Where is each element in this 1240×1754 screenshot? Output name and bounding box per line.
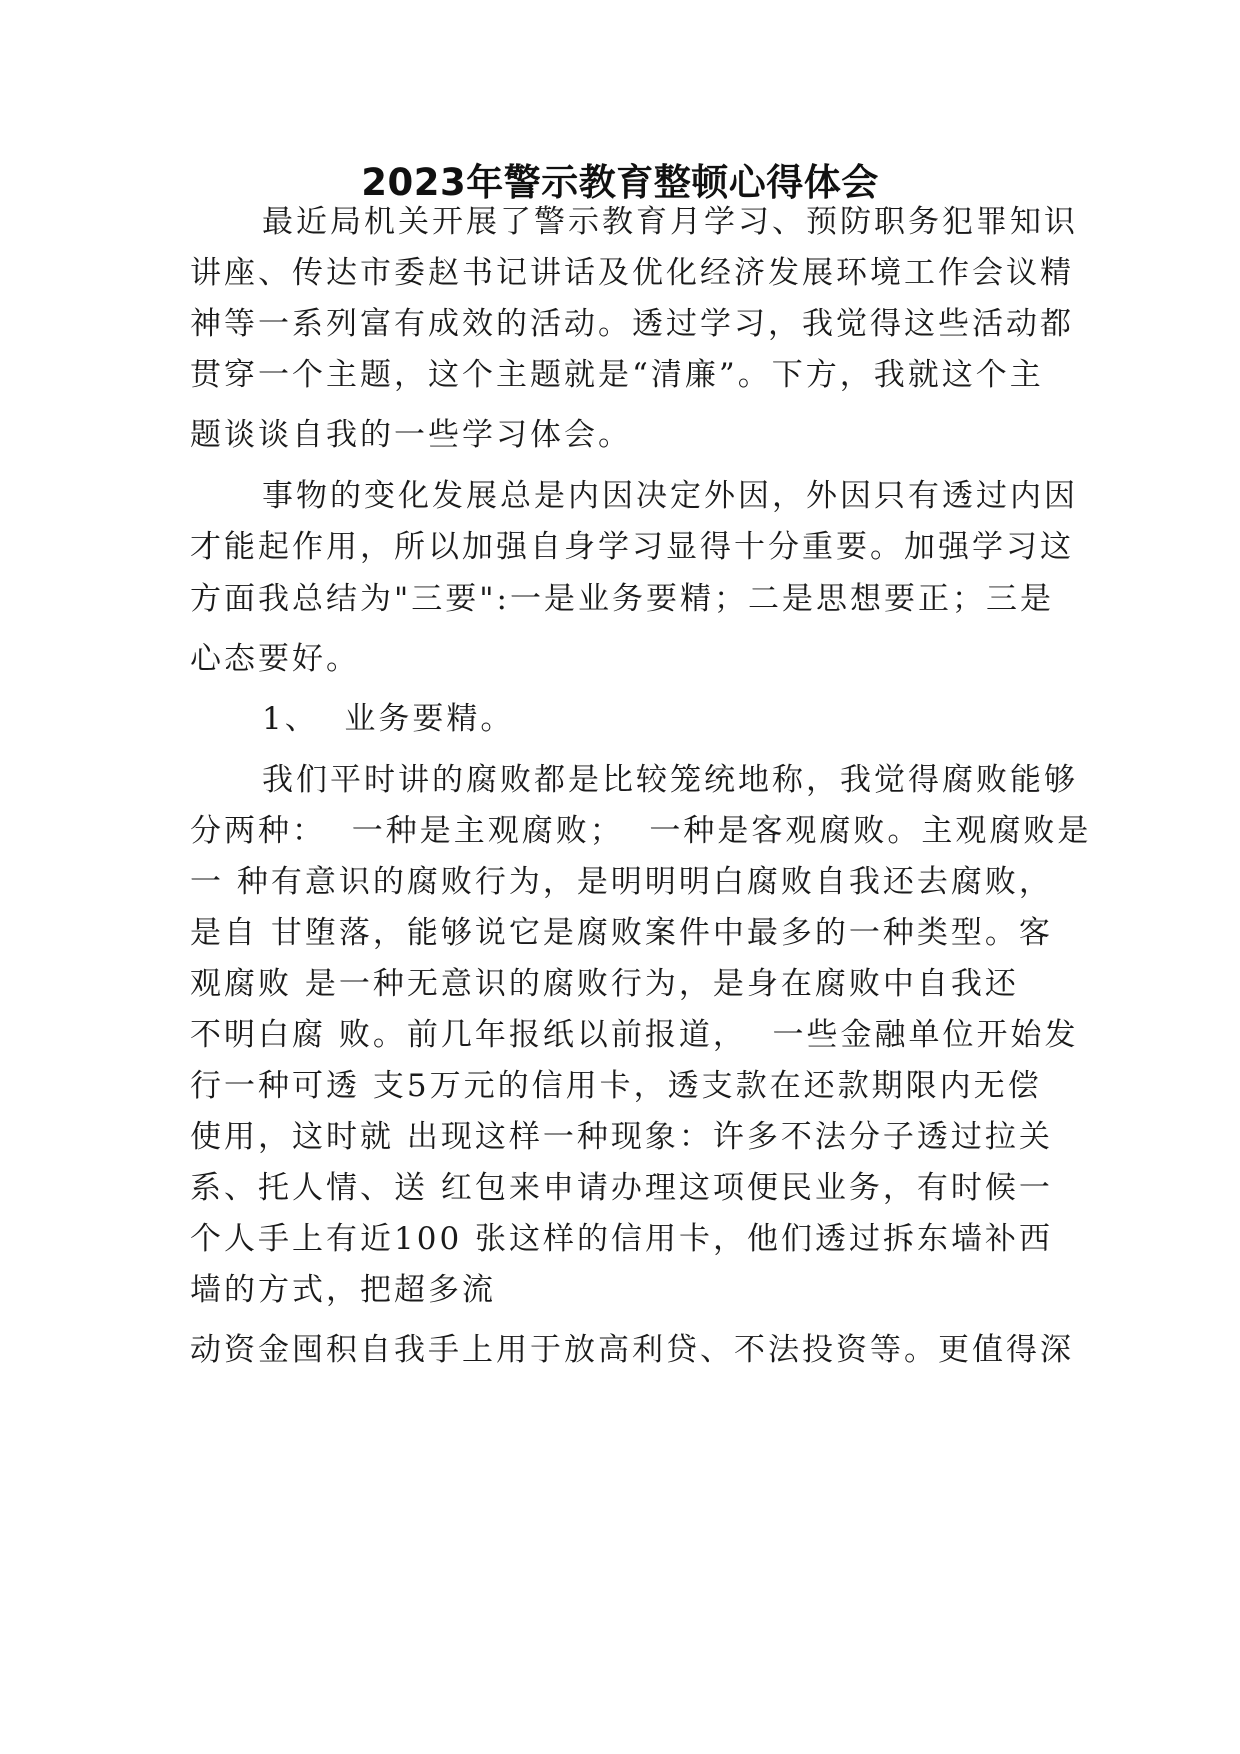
section-heading-1: 1、 业务要精。 bbox=[262, 701, 515, 737]
paragraph-1-line-1: 最近局机关开展了警示教育月学习、预防职务犯罪知识 bbox=[262, 204, 1078, 240]
paragraph-3-line-10: 个人手上有近100 张这样的信用卡，他们透过拆东墙补西 bbox=[190, 1221, 1054, 1257]
paragraph-3-line-9: 系、托人情、送 红包来申请办理这项便民业务，有时候一 bbox=[190, 1170, 1053, 1206]
paragraph-3-line-6: 不明白腐 败。前几年报纸以前报道， 一些金融单位开始发 bbox=[190, 1017, 1079, 1053]
paragraph-2-line-4: 心态要好。 bbox=[190, 641, 360, 677]
paragraph-3-line-3: 一 种有意识的腐败行为，是明明明白腐败自我还去腐败， bbox=[190, 864, 1053, 900]
paragraph-4-line-1: 动资金囤积自我手上用于放高利贷、不法投资等。更值得深 bbox=[190, 1332, 1074, 1368]
paragraph-3-line-7: 行一种可透 支5万元的信用卡，透支款在还款期限内无偿 bbox=[190, 1068, 1042, 1104]
document-title: 2023年警示教育整顿心得体会 bbox=[361, 161, 879, 204]
paragraph-2-line-1: 事物的变化发展总是内因决定外因，外因只有透过内因 bbox=[262, 478, 1078, 514]
paragraph-3-line-11: 墙的方式，把超多流 bbox=[190, 1272, 496, 1308]
paragraph-2-line-3: 方面我总结为"三要":一是业务要精；二是思想要正；三是 bbox=[190, 581, 1054, 617]
paragraph-3-line-2: 分两种： 一种是主观腐败； 一种是客观腐败。主观腐败是 bbox=[190, 813, 1092, 849]
paragraph-1-line-3: 神等一系列富有成效的活动。透过学习，我觉得这些活动都 bbox=[190, 306, 1074, 342]
paragraph-3-line-1: 我们平时讲的腐败都是比较笼统地称，我觉得腐败能够 bbox=[262, 762, 1078, 798]
paragraph-2-line-2: 才能起作用，所以加强自身学习显得十分重要。加强学习这 bbox=[190, 529, 1074, 565]
paragraph-1-line-2: 讲座、传达市委赵书记讲话及优化经济发展环境工作会议精 bbox=[190, 255, 1074, 291]
paragraph-3-line-4: 是自 甘堕落，能够说它是腐败案件中最多的一种类型。客 bbox=[190, 915, 1053, 951]
paragraph-1-line-4: 贯穿一个主题，这个主题就是“清廉”。下方，我就这个主 bbox=[190, 357, 1044, 393]
paragraph-1-line-5: 题谈谈自我的一些学习体会。 bbox=[190, 417, 632, 453]
paragraph-3-line-5: 观腐败 是一种无意识的腐败行为，是身在腐败中自我还 bbox=[190, 966, 1019, 1002]
paragraph-3-line-8: 使用，这时就 出现这样一种现象：许多不法分子透过拉关 bbox=[190, 1119, 1053, 1155]
